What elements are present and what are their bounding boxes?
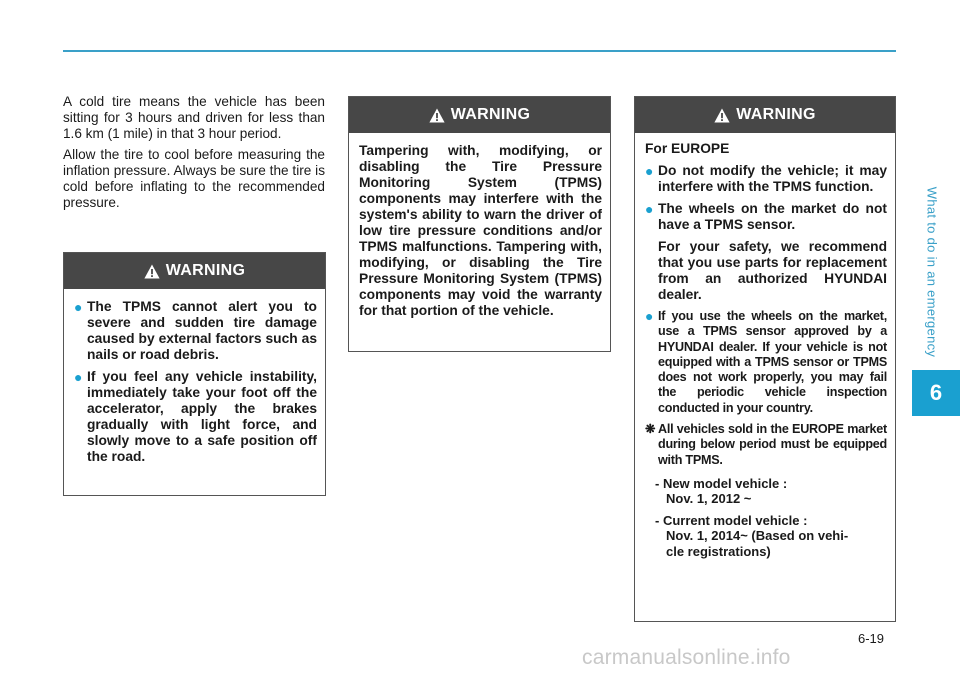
chapter-tab[interactable]: 6: [912, 370, 960, 416]
warning-title: WARNING: [165, 262, 246, 279]
bullet-icon: ●: [645, 201, 654, 217]
warning-triangle-icon: [429, 108, 445, 123]
warning-box-tampering: [348, 96, 611, 352]
list-item: ● Do not modify the vehicle; it may interfere with the TPMS function.: [645, 163, 887, 194]
warning-triangle-icon: [714, 108, 730, 123]
intro-paragraph: Allow the tire to cool before measuring the inflation pressure. Always be sure the tire is cold before inflating to the recommended pressure.: [63, 147, 325, 210]
page-number: 6-19: [858, 631, 885, 646]
europe-note: ❋ All vehicles sold in the EUROPE market during below period must be equipped with TPMS.: [645, 422, 887, 467]
watermark: carmanualsonline.info: [582, 646, 791, 669]
note-mark-icon: ❋: [645, 422, 656, 437]
bullet-icon: ●: [645, 308, 654, 324]
warning-header: [64, 253, 325, 289]
header-rule: [63, 50, 896, 52]
period-item: - New model vehicle : Nov. 1, 2012 ~: [655, 475, 788, 507]
warning-title: WARNING: [450, 106, 531, 123]
bullet-icon: ●: [645, 163, 654, 179]
bullet-icon: ●: [74, 369, 83, 385]
intro-paragraph: A cold tire means the vehicle has been sitting for 3 hours and driven for less than 1.6 km (1 mile) in that 3 hour period.: [63, 94, 325, 141]
period-item: - Current model vehicle : Nov. 1, 2014~ (Based on vehi- cle registrations): [655, 512, 849, 559]
list-item: ● If you feel any vehicle instability, immediately take your foot off the accelerator, apply the brakes gradually with light force, and slowly move to a safe position off the road.: [74, 369, 317, 464]
warning-header: [349, 97, 610, 133]
warning-header: [635, 97, 895, 133]
warning-box-tpms-alert: [63, 252, 326, 496]
warning-text: Tampering with, modifying, or disabling the Tire Pressure Monitoring System (TPMS) components may interfere with the system's ability to warn the driver of low tire pressure conditions and/or TPMS malfunctions. Tampering with, modifying, or disabling the Tire Pressure Monitoring System (TPMS) components may void the warranty for that portion of the vehicle.: [359, 143, 602, 318]
bullet-icon: ●: [74, 299, 83, 315]
list-item: ● If you use the wheels on the market, use a TPMS sensor approved by a HYUNDAI dealer. If your vehicle is not equipped with a TPMS sensor or TPMS does not work properly, you may fail the periodic vehicle inspection conducted in your country.: [645, 308, 887, 415]
list-item: ● The TPMS cannot alert you to severe and sudden tire damage caused by external factors such as nails or road debris.: [74, 299, 317, 362]
chapter-side-title: What to do in an emergency: [924, 186, 940, 358]
warning-box-europe: [634, 96, 896, 622]
intro-text: [63, 94, 325, 217]
list-item: ● The wheels on the market do not have a TPMS sensor. For your safety, we recommend that you use parts for replacement from an authorized HYUNDAI dealer.: [645, 201, 887, 302]
warning-triangle-icon: [144, 264, 160, 279]
warning-title: WARNING: [736, 106, 816, 123]
region-label: For EUROPE: [645, 141, 730, 156]
list-item-extra: For your safety, we recommend that you use parts for replacement from an authorized HYUNDAI dealer.: [658, 239, 887, 302]
